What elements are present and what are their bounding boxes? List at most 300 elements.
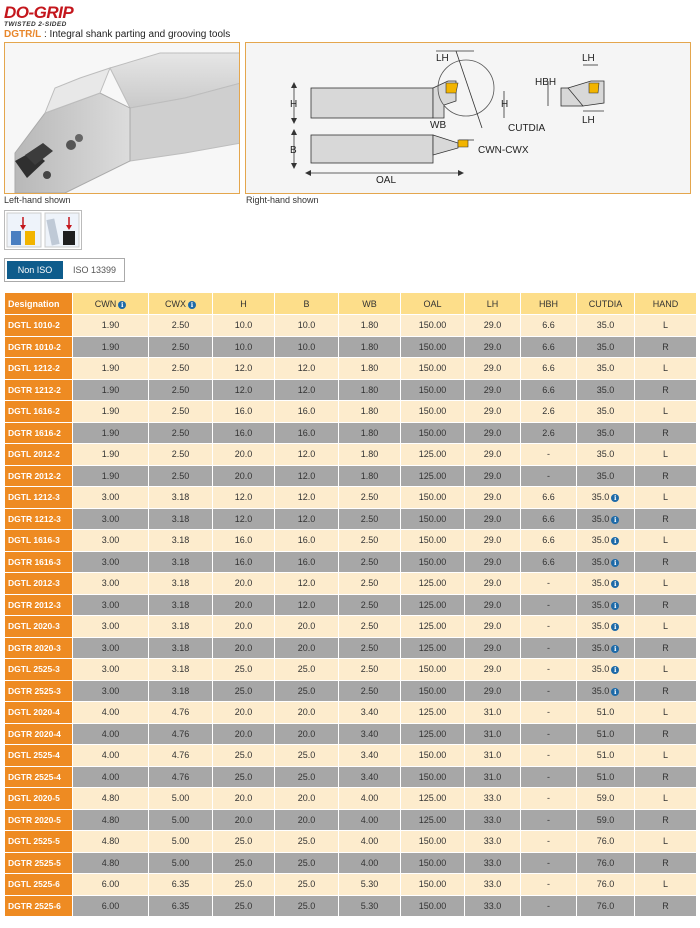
left-image-caption: Left-hand shown bbox=[4, 195, 71, 205]
cutdia-info-icon[interactable] bbox=[611, 494, 619, 502]
cell-designation[interactable]: DGTR 2020-3 bbox=[5, 637, 73, 659]
cell-cwx: 2.50 bbox=[149, 401, 213, 423]
cell-cwn: 1.90 bbox=[73, 444, 149, 466]
cell-designation[interactable]: DGTR 2020-4 bbox=[5, 723, 73, 745]
cell-hand: L bbox=[635, 315, 697, 337]
cutdia-value: 35.0 bbox=[596, 320, 615, 331]
cell-oal: 125.00 bbox=[401, 637, 465, 659]
cell-cwx: 2.50 bbox=[149, 465, 213, 487]
cutdia-info-icon[interactable] bbox=[611, 602, 619, 610]
col-designation: Designation bbox=[5, 293, 73, 315]
cell-oal: 150.00 bbox=[401, 487, 465, 509]
cell-hbh: 2.6 bbox=[521, 422, 577, 444]
standard-tabs bbox=[4, 258, 125, 282]
cutdia-info-icon[interactable] bbox=[611, 559, 619, 567]
cell-hbh: 6.6 bbox=[521, 508, 577, 530]
col-cwx-label: CWX bbox=[165, 298, 186, 309]
cell-cwn: 1.90 bbox=[73, 358, 149, 380]
cell-oal: 125.00 bbox=[401, 809, 465, 831]
table-row[interactable] bbox=[5, 766, 697, 788]
cell-b: 25.0 bbox=[275, 766, 339, 788]
cell-cutdia bbox=[577, 702, 635, 724]
cell-designation[interactable]: DGTL 2020-3 bbox=[5, 616, 73, 638]
cell-oal: 125.00 bbox=[401, 788, 465, 810]
cell-oal: 125.00 bbox=[401, 465, 465, 487]
table-row[interactable] bbox=[5, 809, 697, 831]
col-wb: WB bbox=[339, 293, 401, 315]
cell-wb: 4.00 bbox=[339, 852, 401, 874]
cell-cwn: 1.90 bbox=[73, 465, 149, 487]
cell-wb: 1.80 bbox=[339, 422, 401, 444]
cell-b: 20.0 bbox=[275, 637, 339, 659]
cell-b: 25.0 bbox=[275, 680, 339, 702]
col-hand: HAND bbox=[635, 293, 697, 315]
cell-hand: L bbox=[635, 401, 697, 423]
cell-hbh: - bbox=[521, 831, 577, 853]
product-description: : Integral shank parting and grooving tools bbox=[44, 29, 231, 40]
cell-designation[interactable]: DGTL 1212-3 bbox=[5, 487, 73, 509]
cell-designation[interactable]: DGTL 1616-2 bbox=[5, 401, 73, 423]
cell-designation[interactable]: DGTL 2525-4 bbox=[5, 745, 73, 767]
cell-hbh: 6.6 bbox=[521, 530, 577, 552]
right-image-caption: Right-hand shown bbox=[246, 195, 319, 205]
cell-designation[interactable]: DGTL 2020-5 bbox=[5, 788, 73, 810]
cell-wb: 2.50 bbox=[339, 637, 401, 659]
cell-h: 20.0 bbox=[213, 637, 275, 659]
cell-cutdia bbox=[577, 616, 635, 638]
cell-hand: R bbox=[635, 723, 697, 745]
cell-hbh: - bbox=[521, 809, 577, 831]
cell-hbh: - bbox=[521, 637, 577, 659]
dim-label-h: H bbox=[290, 99, 298, 110]
cell-h: 25.0 bbox=[213, 659, 275, 681]
table-row[interactable] bbox=[5, 551, 697, 573]
cell-designation[interactable]: DGTR 2525-3 bbox=[5, 680, 73, 702]
table-row[interactable] bbox=[5, 444, 697, 466]
cell-hbh: - bbox=[521, 766, 577, 788]
cutdia-info-icon[interactable] bbox=[611, 623, 619, 631]
cell-cwx: 3.18 bbox=[149, 659, 213, 681]
cwn-info-icon[interactable] bbox=[118, 301, 126, 309]
cell-hand: L bbox=[635, 616, 697, 638]
cell-cutdia bbox=[577, 852, 635, 874]
cell-hbh: - bbox=[521, 444, 577, 466]
cell-hand: L bbox=[635, 745, 697, 767]
cell-lh: 33.0 bbox=[465, 895, 521, 917]
table-row[interactable] bbox=[5, 573, 697, 595]
cell-wb: 2.50 bbox=[339, 616, 401, 638]
cell-wb: 3.40 bbox=[339, 745, 401, 767]
cell-b: 10.0 bbox=[275, 336, 339, 358]
cell-cwx: 4.76 bbox=[149, 702, 213, 724]
cell-b: 20.0 bbox=[275, 616, 339, 638]
cell-wb: 2.50 bbox=[339, 680, 401, 702]
cell-hand: R bbox=[635, 465, 697, 487]
cell-cutdia bbox=[577, 594, 635, 616]
cell-b: 16.0 bbox=[275, 530, 339, 552]
cell-lh: 29.0 bbox=[465, 465, 521, 487]
cell-b: 12.0 bbox=[275, 573, 339, 595]
cell-cutdia bbox=[577, 874, 635, 896]
cell-cwn: 3.00 bbox=[73, 659, 149, 681]
cell-designation[interactable]: DGTL 2525-5 bbox=[5, 831, 73, 853]
dim-label-h-right: H bbox=[501, 99, 509, 110]
cell-cwn: 4.80 bbox=[73, 788, 149, 810]
cell-designation[interactable]: DGTR 2012-3 bbox=[5, 594, 73, 616]
cell-hand: R bbox=[635, 508, 697, 530]
cell-cutdia bbox=[577, 809, 635, 831]
tab-non-iso[interactable]: Non ISO bbox=[7, 261, 63, 279]
cell-b: 25.0 bbox=[275, 659, 339, 681]
cell-cutdia bbox=[577, 766, 635, 788]
cell-designation[interactable]: DGTR 2012-2 bbox=[5, 465, 73, 487]
cell-cwn: 1.90 bbox=[73, 315, 149, 337]
cutdia-info-icon[interactable] bbox=[611, 516, 619, 524]
cell-designation[interactable]: DGTL 2012-2 bbox=[5, 444, 73, 466]
cutdia-info-icon[interactable] bbox=[611, 666, 619, 674]
cell-designation[interactable]: DGTL 2020-4 bbox=[5, 702, 73, 724]
cell-cutdia bbox=[577, 551, 635, 573]
cell-wb: 4.00 bbox=[339, 831, 401, 853]
cell-b: 10.0 bbox=[275, 315, 339, 337]
cell-cwx: 2.50 bbox=[149, 379, 213, 401]
cell-cutdia bbox=[577, 444, 635, 466]
cell-cwx: 4.76 bbox=[149, 745, 213, 767]
cutdia-info-icon[interactable] bbox=[611, 688, 619, 696]
table-row[interactable] bbox=[5, 745, 697, 767]
cell-lh: 29.0 bbox=[465, 616, 521, 638]
cell-oal: 150.00 bbox=[401, 551, 465, 573]
cwx-info-icon[interactable] bbox=[188, 301, 196, 309]
cell-cwx: 3.18 bbox=[149, 573, 213, 595]
cell-cutdia bbox=[577, 745, 635, 767]
dim-label-lh-small-top: LH bbox=[582, 53, 595, 64]
cutdia-value: 51.0 bbox=[596, 750, 615, 761]
cell-cutdia bbox=[577, 465, 635, 487]
cell-h: 25.0 bbox=[213, 895, 275, 917]
cell-cutdia bbox=[577, 831, 635, 853]
table-row[interactable] bbox=[5, 379, 697, 401]
cell-cwx: 6.35 bbox=[149, 874, 213, 896]
cell-oal: 125.00 bbox=[401, 594, 465, 616]
cell-hbh: - bbox=[521, 573, 577, 595]
table-row[interactable] bbox=[5, 874, 697, 896]
cell-designation[interactable]: DGTL 2525-3 bbox=[5, 659, 73, 681]
table-row[interactable] bbox=[5, 358, 697, 380]
cutdia-value: 76.0 bbox=[596, 900, 615, 911]
table-row[interactable] bbox=[5, 788, 697, 810]
cell-wb: 2.50 bbox=[339, 551, 401, 573]
cell-cwn: 4.80 bbox=[73, 852, 149, 874]
cell-h: 12.0 bbox=[213, 358, 275, 380]
cell-designation[interactable]: DGTR 1212-3 bbox=[5, 508, 73, 530]
cell-cwx: 2.50 bbox=[149, 336, 213, 358]
cell-h: 25.0 bbox=[213, 874, 275, 896]
cutdia-value: 35.0 bbox=[591, 556, 610, 567]
cell-wb: 1.80 bbox=[339, 379, 401, 401]
cell-lh: 29.0 bbox=[465, 551, 521, 573]
cell-hand: L bbox=[635, 487, 697, 509]
cell-cutdia bbox=[577, 315, 635, 337]
cell-b: 25.0 bbox=[275, 895, 339, 917]
cell-b: 12.0 bbox=[275, 508, 339, 530]
table-row[interactable] bbox=[5, 723, 697, 745]
cell-hbh: - bbox=[521, 659, 577, 681]
cell-h: 20.0 bbox=[213, 723, 275, 745]
cutdia-value: 35.0 bbox=[591, 535, 610, 546]
cell-h: 12.0 bbox=[213, 508, 275, 530]
dim-label-oal: OAL bbox=[376, 175, 397, 186]
cell-cwx: 2.50 bbox=[149, 315, 213, 337]
cell-lh: 33.0 bbox=[465, 809, 521, 831]
cell-hand: R bbox=[635, 422, 697, 444]
cell-oal: 125.00 bbox=[401, 616, 465, 638]
cell-cutdia bbox=[577, 358, 635, 380]
cell-h: 20.0 bbox=[213, 702, 275, 724]
col-cwx bbox=[149, 293, 213, 315]
cell-h: 20.0 bbox=[213, 594, 275, 616]
cell-designation[interactable]: DGTL 2012-3 bbox=[5, 573, 73, 595]
cell-h: 20.0 bbox=[213, 573, 275, 595]
dim-label-wb: WB bbox=[430, 120, 447, 131]
table-row[interactable] bbox=[5, 508, 697, 530]
cell-cutdia bbox=[577, 723, 635, 745]
cell-cutdia bbox=[577, 659, 635, 681]
cell-hbh: - bbox=[521, 594, 577, 616]
cell-lh: 29.0 bbox=[465, 358, 521, 380]
cutdia-value: 35.0 bbox=[591, 578, 610, 589]
cutdia-value: 35.0 bbox=[591, 621, 610, 632]
cell-cwn: 4.80 bbox=[73, 809, 149, 831]
cell-b: 25.0 bbox=[275, 831, 339, 853]
table-row[interactable] bbox=[5, 315, 697, 337]
cell-designation[interactable]: DGTR 2525-4 bbox=[5, 766, 73, 788]
table-row[interactable] bbox=[5, 487, 697, 509]
cell-lh: 29.0 bbox=[465, 594, 521, 616]
cell-hbh: 2.6 bbox=[521, 401, 577, 423]
cell-lh: 29.0 bbox=[465, 508, 521, 530]
cell-lh: 31.0 bbox=[465, 745, 521, 767]
cell-cutdia bbox=[577, 508, 635, 530]
tab-iso-13399[interactable]: ISO 13399 bbox=[72, 265, 117, 275]
cell-b: 20.0 bbox=[275, 788, 339, 810]
cell-cutdia bbox=[577, 895, 635, 917]
cell-hand: L bbox=[635, 702, 697, 724]
cell-cwn: 4.00 bbox=[73, 766, 149, 788]
cell-b: 16.0 bbox=[275, 401, 339, 423]
cell-h: 16.0 bbox=[213, 422, 275, 444]
dim-label-hbh: HBH bbox=[535, 77, 557, 88]
cell-lh: 29.0 bbox=[465, 573, 521, 595]
table-row[interactable] bbox=[5, 702, 697, 724]
cell-hbh: - bbox=[521, 895, 577, 917]
cell-h: 20.0 bbox=[213, 809, 275, 831]
cell-b: 20.0 bbox=[275, 809, 339, 831]
table-row[interactable] bbox=[5, 422, 697, 444]
technical-drawing bbox=[245, 42, 691, 194]
cell-h: 16.0 bbox=[213, 530, 275, 552]
cell-hbh: - bbox=[521, 680, 577, 702]
table-row[interactable] bbox=[5, 616, 697, 638]
cutdia-value: 76.0 bbox=[596, 857, 615, 868]
cutdia-value: 76.0 bbox=[596, 836, 615, 847]
cell-designation[interactable]: DGTR 1212-2 bbox=[5, 379, 73, 401]
cell-designation[interactable]: DGTR 2020-5 bbox=[5, 809, 73, 831]
cell-oal: 150.00 bbox=[401, 336, 465, 358]
cell-lh: 29.0 bbox=[465, 659, 521, 681]
cell-h: 20.0 bbox=[213, 788, 275, 810]
cell-designation[interactable]: DGTR 2525-5 bbox=[5, 852, 73, 874]
cell-b: 16.0 bbox=[275, 551, 339, 573]
cell-cwx: 3.18 bbox=[149, 487, 213, 509]
cell-oal: 125.00 bbox=[401, 444, 465, 466]
cell-h: 25.0 bbox=[213, 680, 275, 702]
cutdia-info-icon[interactable] bbox=[611, 580, 619, 588]
cell-cwn: 3.00 bbox=[73, 530, 149, 552]
cell-cwx: 5.00 bbox=[149, 852, 213, 874]
cell-cwn: 3.00 bbox=[73, 680, 149, 702]
cell-designation[interactable]: DGTL 1616-3 bbox=[5, 530, 73, 552]
cell-wb: 1.80 bbox=[339, 358, 401, 380]
cell-designation[interactable]: DGTL 1010-2 bbox=[5, 315, 73, 337]
cell-wb: 2.50 bbox=[339, 530, 401, 552]
cell-b: 25.0 bbox=[275, 852, 339, 874]
table-row[interactable] bbox=[5, 401, 697, 423]
cell-lh: 33.0 bbox=[465, 831, 521, 853]
cell-oal: 150.00 bbox=[401, 315, 465, 337]
cell-cwx: 3.18 bbox=[149, 637, 213, 659]
table-row[interactable] bbox=[5, 336, 697, 358]
cell-cutdia bbox=[577, 680, 635, 702]
cell-lh: 33.0 bbox=[465, 874, 521, 896]
cutdia-value: 59.0 bbox=[596, 793, 615, 804]
table-row[interactable] bbox=[5, 465, 697, 487]
cell-designation[interactable]: DGTR 2525-6 bbox=[5, 895, 73, 917]
cutdia-value: 51.0 bbox=[596, 707, 615, 718]
cell-oal: 150.00 bbox=[401, 358, 465, 380]
cell-cwn: 6.00 bbox=[73, 895, 149, 917]
cell-b: 20.0 bbox=[275, 702, 339, 724]
cell-designation[interactable]: DGTR 1616-2 bbox=[5, 422, 73, 444]
parting-operation-icon bbox=[5, 211, 81, 249]
cell-hbh: - bbox=[521, 852, 577, 874]
cell-b: 12.0 bbox=[275, 465, 339, 487]
cell-oal: 150.00 bbox=[401, 422, 465, 444]
cell-hand: R bbox=[635, 551, 697, 573]
cell-oal: 150.00 bbox=[401, 852, 465, 874]
cell-oal: 150.00 bbox=[401, 680, 465, 702]
cell-hand: L bbox=[635, 530, 697, 552]
cell-hbh: - bbox=[521, 702, 577, 724]
cell-oal: 150.00 bbox=[401, 831, 465, 853]
cell-oal: 150.00 bbox=[401, 530, 465, 552]
cell-h: 25.0 bbox=[213, 831, 275, 853]
col-lh: LH bbox=[465, 293, 521, 315]
cell-oal: 150.00 bbox=[401, 401, 465, 423]
cell-cwx: 3.18 bbox=[149, 551, 213, 573]
product-table bbox=[4, 292, 697, 917]
cell-cwx: 4.76 bbox=[149, 766, 213, 788]
cell-cutdia bbox=[577, 637, 635, 659]
dim-label-lh-small-bottom: LH bbox=[582, 115, 595, 126]
cell-cwn: 1.90 bbox=[73, 401, 149, 423]
dim-label-cutdia: CUTDIA bbox=[508, 123, 546, 134]
cell-b: 12.0 bbox=[275, 379, 339, 401]
cell-wb: 4.00 bbox=[339, 809, 401, 831]
cell-h: 16.0 bbox=[213, 401, 275, 423]
cell-oal: 150.00 bbox=[401, 874, 465, 896]
cell-wb: 5.30 bbox=[339, 874, 401, 896]
cell-hbh: - bbox=[521, 745, 577, 767]
cell-hbh: - bbox=[521, 874, 577, 896]
cutdia-value: 35.0 bbox=[596, 384, 615, 395]
cell-b: 12.0 bbox=[275, 594, 339, 616]
cell-lh: 33.0 bbox=[465, 852, 521, 874]
cell-hbh: - bbox=[521, 465, 577, 487]
cell-oal: 150.00 bbox=[401, 379, 465, 401]
cell-lh: 29.0 bbox=[465, 336, 521, 358]
cutdia-value: 35.0 bbox=[591, 599, 610, 610]
cell-cwx: 6.35 bbox=[149, 895, 213, 917]
table-row[interactable] bbox=[5, 680, 697, 702]
cell-wb: 3.40 bbox=[339, 766, 401, 788]
cell-hand: R bbox=[635, 336, 697, 358]
cell-hbh: - bbox=[521, 723, 577, 745]
cell-cwx: 4.76 bbox=[149, 723, 213, 745]
cell-wb: 1.80 bbox=[339, 444, 401, 466]
cell-oal: 150.00 bbox=[401, 745, 465, 767]
dimension-drawing bbox=[246, 43, 691, 194]
cell-cwn: 4.80 bbox=[73, 831, 149, 853]
cell-h: 25.0 bbox=[213, 745, 275, 767]
cell-designation[interactable]: DGTR 1616-3 bbox=[5, 551, 73, 573]
cell-wb: 2.50 bbox=[339, 573, 401, 595]
cutdia-info-icon[interactable] bbox=[611, 537, 619, 545]
cell-lh: 29.0 bbox=[465, 680, 521, 702]
cutdia-value: 59.0 bbox=[596, 814, 615, 825]
cell-b: 12.0 bbox=[275, 444, 339, 466]
cell-designation[interactable]: DGTL 1212-2 bbox=[5, 358, 73, 380]
cell-wb: 5.30 bbox=[339, 895, 401, 917]
table-row[interactable] bbox=[5, 594, 697, 616]
cell-designation[interactable]: DGTL 2525-6 bbox=[5, 874, 73, 896]
table-row[interactable] bbox=[5, 895, 697, 917]
cutdia-info-icon[interactable] bbox=[611, 645, 619, 653]
table-row[interactable] bbox=[5, 530, 697, 552]
cell-wb: 2.50 bbox=[339, 594, 401, 616]
operation-icons bbox=[4, 210, 82, 250]
table-row[interactable] bbox=[5, 637, 697, 659]
cell-b: 16.0 bbox=[275, 422, 339, 444]
cell-hand: R bbox=[635, 379, 697, 401]
table-row[interactable] bbox=[5, 831, 697, 853]
table-row[interactable] bbox=[5, 852, 697, 874]
col-hbh: HBH bbox=[521, 293, 577, 315]
cell-hand: L bbox=[635, 573, 697, 595]
col-cwn bbox=[73, 293, 149, 315]
cell-hbh: - bbox=[521, 616, 577, 638]
dim-label-b: B bbox=[290, 145, 297, 156]
cell-hand: R bbox=[635, 766, 697, 788]
cell-designation[interactable]: DGTR 1010-2 bbox=[5, 336, 73, 358]
col-cwn-label: CWN bbox=[94, 298, 117, 309]
cell-lh: 31.0 bbox=[465, 766, 521, 788]
cell-cwx: 2.50 bbox=[149, 444, 213, 466]
cell-b: 20.0 bbox=[275, 723, 339, 745]
cell-lh: 31.0 bbox=[465, 702, 521, 724]
cell-lh: 29.0 bbox=[465, 315, 521, 337]
table-row[interactable] bbox=[5, 659, 697, 681]
